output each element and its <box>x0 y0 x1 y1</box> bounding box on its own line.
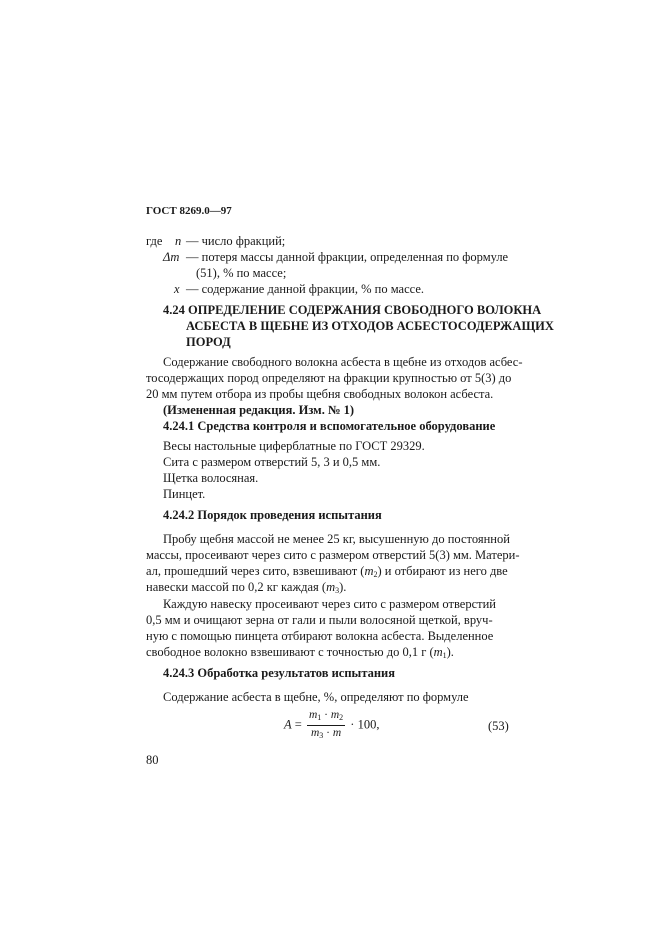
section-4-24-para-line-3: 20 мм путем отбора из пробы щебня свободных волокон асбеста. <box>146 387 494 401</box>
formula-lhs: A <box>284 717 292 732</box>
section-4-24-3-title: 4.24.3 Обработка результатов испытания <box>163 666 396 680</box>
legend-n-symbol: n <box>175 234 182 248</box>
legend-x-desc: — содержание данной фракции, % по массе. <box>186 282 424 296</box>
document-header: ГОСТ 8269.0—97 <box>146 205 232 217</box>
procedure-para-1-line-1: Пробу щебня массой не менее 25 кг, высушенную до постоянной <box>163 532 510 546</box>
equipment-item-2: Сита с размером отверстий 5, 3 и 0,5 мм. <box>163 455 381 469</box>
section-4-24-para-line-1: Содержание свободного волокна асбеста в щебне из отходов асбес- <box>163 355 523 369</box>
formula-factor: · 100, <box>350 717 380 732</box>
equipment-item-3: Щетка волосяная. <box>163 471 259 485</box>
formula-53 <box>284 709 379 742</box>
section-4-24-title-line-1: 4.24 ОПРЕДЕЛЕНИЕ СОДЕРЖАНИЯ СВОБОДНОГО ВОЛОКНА <box>163 303 542 317</box>
procedure-para-1-line-4: навески массой по 0,2 кг каждая $(m_3)$. <box>146 580 347 595</box>
procedure-para-2-line-2: 0,5 мм и очищают зерна от гали и пыли волосяной щеткой, вруч- <box>146 613 493 627</box>
section-4-24-title-line-3: ПОРОД <box>186 335 231 349</box>
legend-x-symbol: x <box>174 282 180 296</box>
procedure-para-2-line-3: ную с помощью пинцета отбирают волокна асбеста. Выделенное <box>146 629 494 643</box>
formula-fraction <box>307 709 345 742</box>
page-number: 80 <box>146 753 159 767</box>
procedure-para-1-line-3: ал, прошедший через сито, взвешивают $(m_2)$ и отбирают из него две <box>146 564 508 579</box>
legend-dm-desc-1: — потеря массы данной фракции, определенная по формуле <box>186 250 509 264</box>
section-4-24-revision: (Измененная редакция. Изм. № 1) <box>163 403 355 417</box>
formula-intro: Содержание асбеста в щебне, %, определяют по формуле <box>163 690 469 704</box>
section-4-24-title-line-2: АСБЕСТА В ЩЕБНЕ ИЗ ОТХОДОВ АСБЕСТОСОДЕРЖАЩИХ <box>186 319 554 333</box>
section-4-24-para-line-2: тосодержащих пород определяют на фракции крупностью от 5(3) до <box>146 371 512 385</box>
equipment-item-4: Пинцет. <box>163 487 206 501</box>
section-4-24-2-title: 4.24.2 Порядок проведения испытания <box>163 508 382 522</box>
equipment-item-1: Весы настольные циферблатные по ГОСТ 29329. <box>163 439 425 453</box>
section-4-24-1-title: 4.24.1 Средства контроля и вспомогательное оборудование <box>163 419 496 433</box>
legend-n-desc: — число фракций; <box>186 234 286 248</box>
formula-equals: = <box>294 717 302 732</box>
procedure-para-2-line-4: свободное волокно взвешивают с точностью до 0,1 г $(m_1)$. <box>146 645 454 660</box>
legend-dm-symbol: Δm <box>163 250 180 264</box>
formula-number: (53) <box>488 719 509 733</box>
procedure-para-2-line-1: Каждую навеску просеивают через сито с размером отверстий <box>163 597 496 611</box>
legend-where: где <box>146 234 163 248</box>
procedure-para-1-line-2: массы, просеивают через сито с размером отверстий 5(3) мм. Матери- <box>146 548 520 562</box>
formula-numerator: $m_1 \cdot m_2$ <box>307 709 345 726</box>
legend-dm-desc-2: (51), % по массе; <box>196 266 287 280</box>
formula-denominator: $m_3 \cdot m$ <box>310 727 342 740</box>
